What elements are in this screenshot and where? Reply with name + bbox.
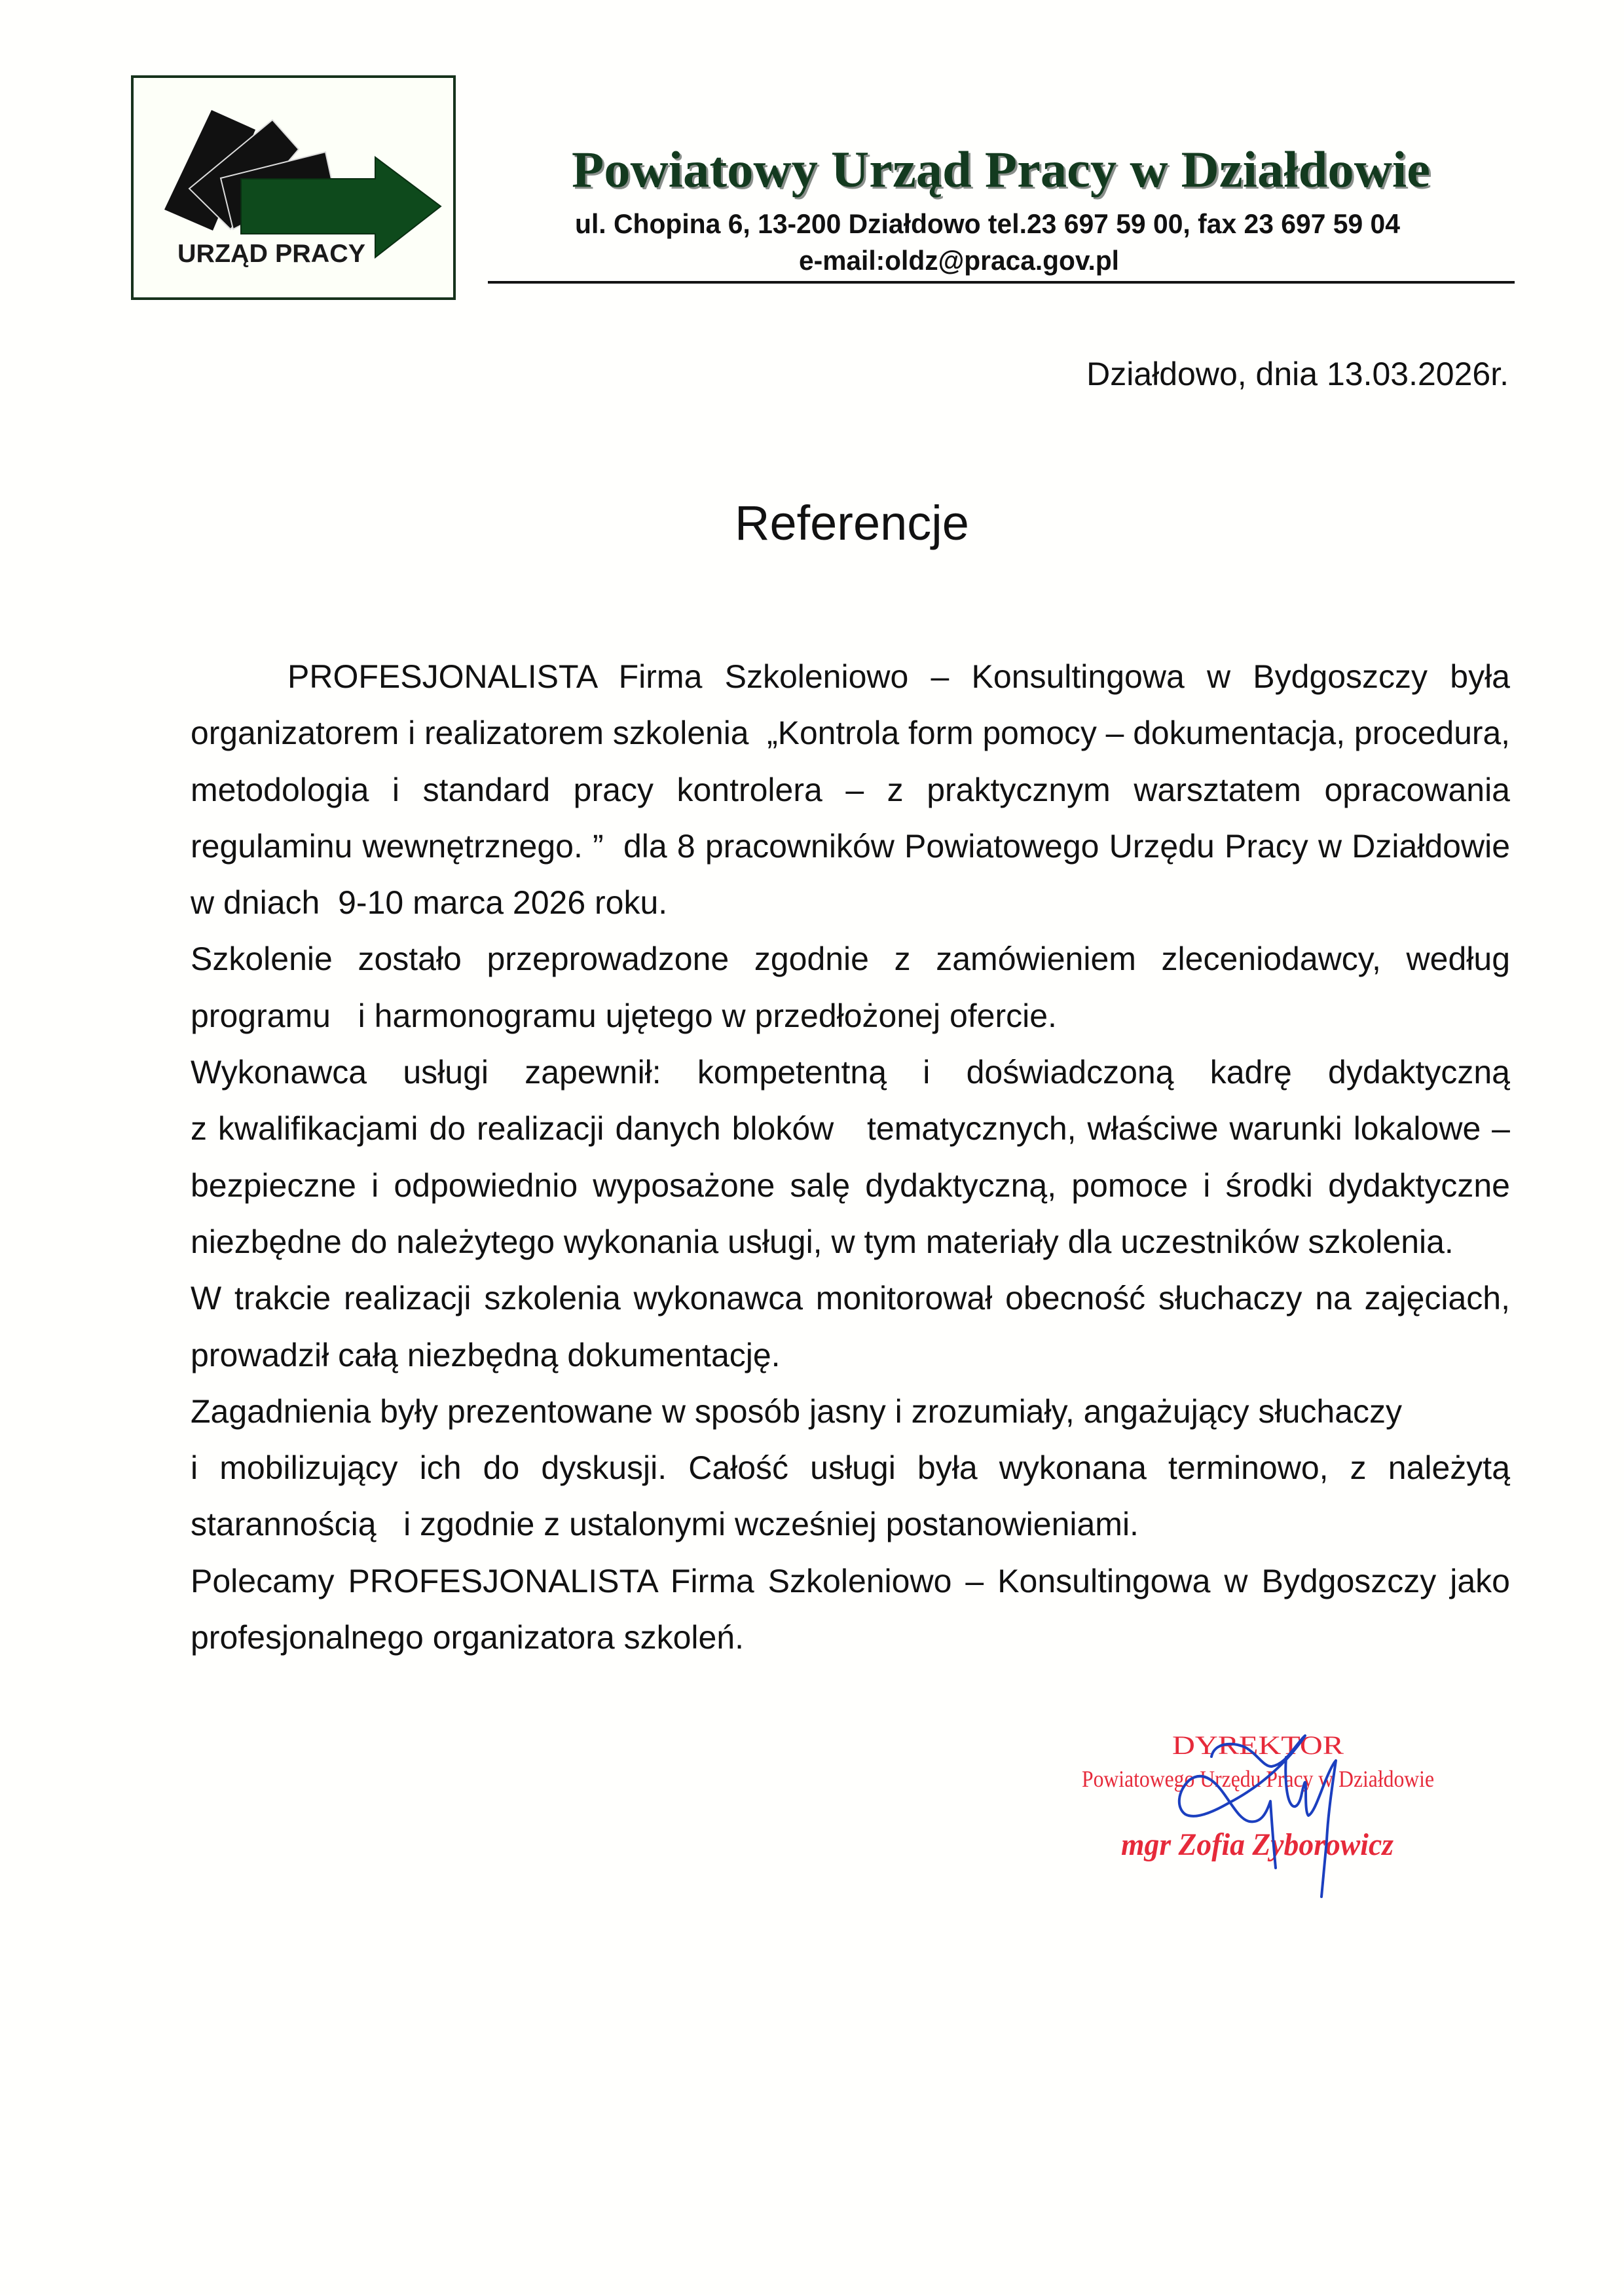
body-line [191,1044,1510,1100]
body-line-text: organizatorem i realizatorem szkolenia „Kontrola form pomocy – dokumentacja, procedura, [191,715,1510,752]
body-line-text: bezpieczne i odpowiednio wyposażone salę dydaktyczną, pomoce i środki dydaktyczne [191,1166,1510,1204]
body-line [191,1383,1510,1440]
body-line-text: prowadził całą niezbędną dokumentację. [191,1336,781,1373]
handwritten-signature [1166,1729,1356,1901]
organization-address-text: ul. Chopina 6, 13-200 Działdowo tel.23 697 59 00, fax 23 697 59 04 [575,208,1400,239]
urzad-pracy-logo [131,75,456,300]
body-line [191,1100,1510,1157]
logo-text: URZĄD PRACY [177,240,365,268]
signature-stroke-second [1285,1757,1336,1897]
organization-name-text: Powiatowy Urząd Pracy w Działdowie [572,141,1430,198]
body-line [191,988,1510,1044]
organization-address [575,210,1400,238]
organization-email [799,247,1119,274]
stamp-name-text: mgr Zofia Zyborowicz [1121,1827,1393,1862]
body-line-text: niezbędne do należytego wykonania usługi, w tym materiały dla uczestników szkolenia. [191,1223,1454,1260]
body-line [191,1157,1510,1214]
body-line [191,1609,1510,1666]
body-line-text: Wykonawca usługi zapewnił: kompetentną i doświadczoną kadrę dydaktyczną [191,1054,1510,1091]
stamp-office-text: Powiatowego Urzędu Pracy w Działdowie [1082,1766,1434,1792]
body-line-text: profesjonalnego organizatora szkoleń. [191,1619,744,1656]
body-line-text: z kwalifikacjami do realizacji danych bloków tematycznych, właściwe warunki lokalowe – [191,1110,1510,1148]
body-line-text: Polecamy PROFESJONALISTA Firma Szkoleniowo – Konsultingowa w Bydgoszczy jako [191,1562,1510,1599]
letter-body [191,648,1510,1666]
date-line: Działdowo, dnia 13.03.2026r. [1086,356,1509,392]
document-title: Referencje [735,496,969,550]
body-line [191,648,1510,705]
body-line-text: programu i harmonogramu ujętego w przedłożonej ofercie. [191,997,1057,1034]
body-line [191,818,1510,874]
body-line [191,762,1510,818]
stamp-title-text: DYREKTOR [1172,1730,1344,1760]
body-line-text: w dniach 9-10 marca 2026 roku. [191,884,668,922]
body-line-text: i mobilizujący ich do dyskusji. Całość usługi była wykonana terminowo, z należytą [191,1449,1510,1487]
body-line [191,931,1510,987]
body-line-text: metodologia i standard pracy kontrolera – z praktycznym warsztatem opracowania [191,771,1510,808]
organization-email-text: e-mail:oldz@praca.gov.pl [799,245,1119,276]
body-line-text: W trakcie realizacji szkolenia wykonawca monitorował obecność słuchaczy na zajęciach, [191,1280,1510,1317]
body-line [191,1440,1510,1496]
body-line [191,1327,1510,1383]
body-line-text: Szkolenie zostało przeprowadzone zgodnie z zamówieniem zleceniodawcy, według [191,941,1510,978]
body-line [191,874,1510,931]
body-line [191,705,1510,761]
body-line [191,1553,1510,1609]
body-line [191,1496,1510,1552]
body-line-text: Zagadnienia były prezentowane w sposób jasny i zrozumiały, angażujący słuchaczy [191,1392,1403,1430]
organization-name [572,141,1430,198]
body-line [191,1270,1510,1326]
body-line [191,1214,1510,1270]
body-line-text: regulaminu wewnętrznego. ” dla 8 pracowników Powiatowego Urzędu Pracy w Działdowie [191,827,1510,865]
body-line-text: PROFESJONALISTA Firma Szkoleniowo – Konsultingowa w Bydgoszczy była [287,658,1510,695]
signature-stroke-main [1179,1736,1305,1868]
body-line-text: starannością i zgodnie z ustalonymi wcześniej postanowieniami. [191,1506,1139,1543]
header-divider [488,281,1515,284]
